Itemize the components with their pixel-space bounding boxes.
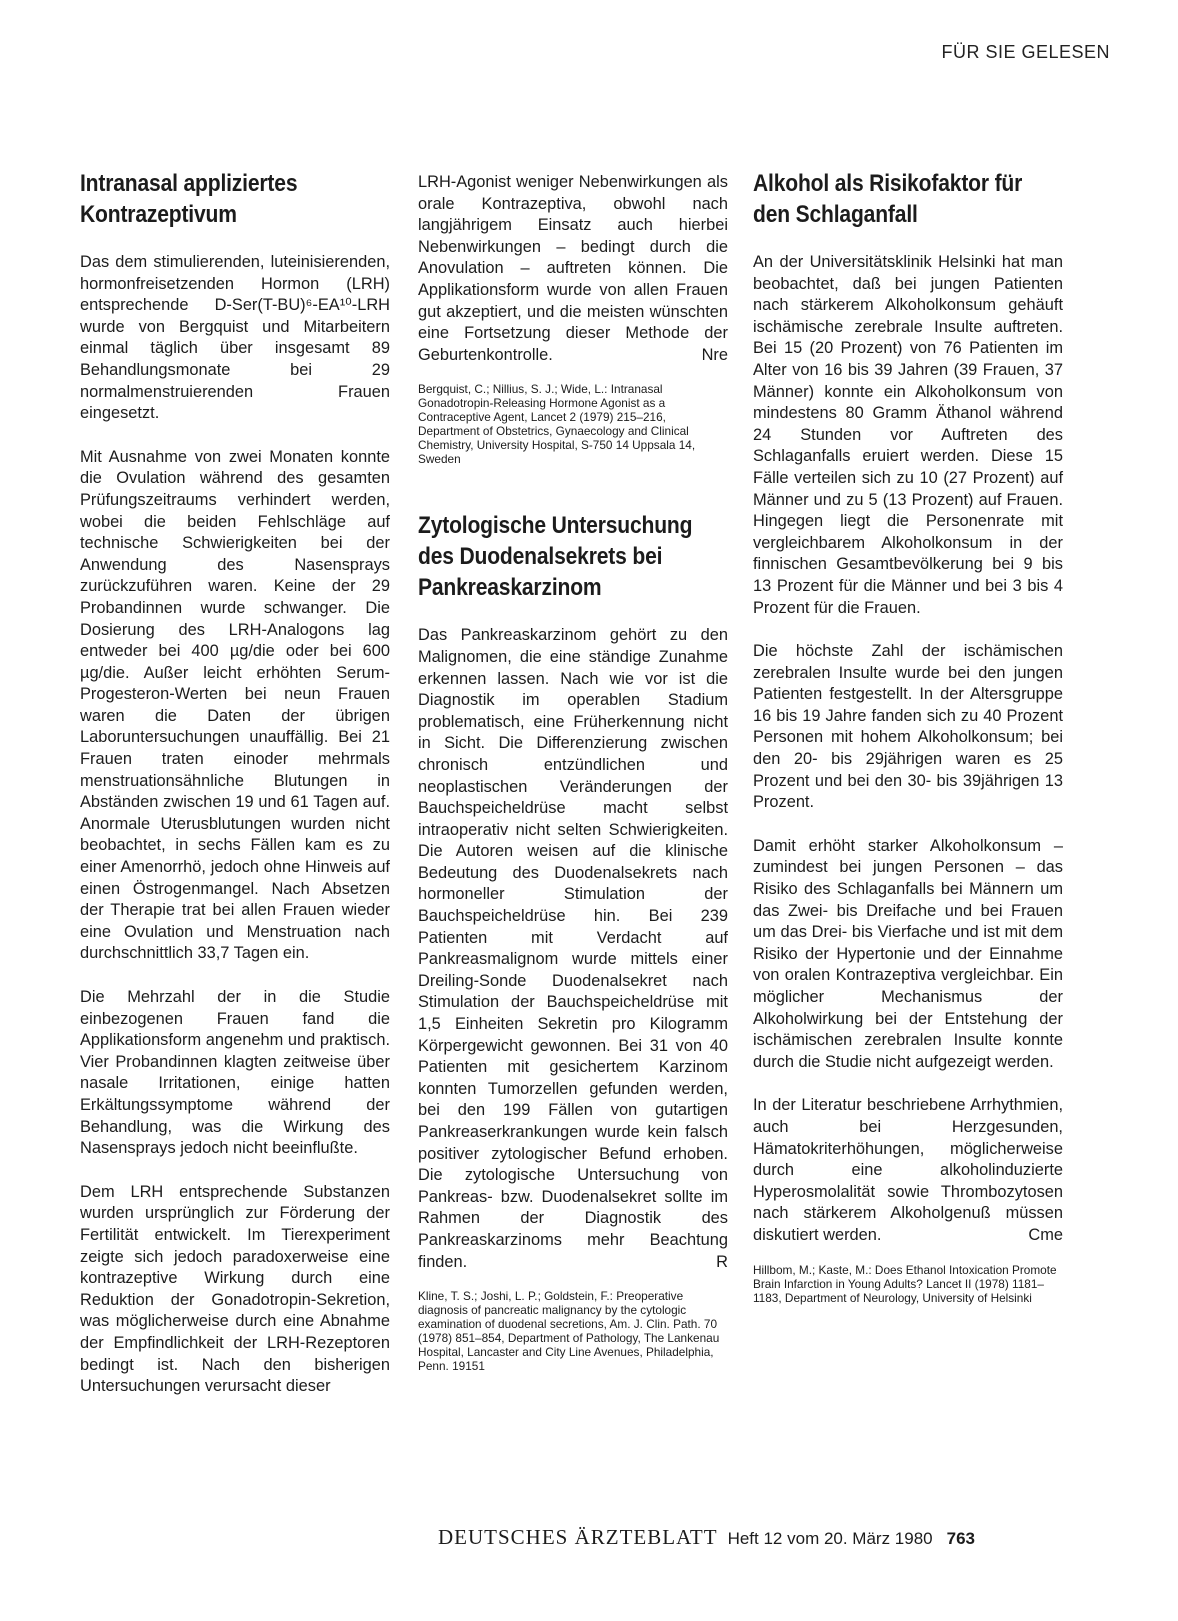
column-right [753, 168, 1063, 1349]
reference-citation: Hillbom, M.; Kaste, M.: Does Ethanol Intoxication Promote Brain Infarction in Young Adults? Lancet II (1978) 1181–1183, Department of Neurology, University of Helsinki [753, 1262, 1057, 1305]
page-number: 763 [946, 1529, 975, 1548]
article-paragraph: Das Pankreaskarzinom gehört zu den Malignomen, die eine ständige Zunahme erkennen lassen. Nach wie vor ist die Diagnostik im operablen Stadium problematisch, eine Früherkennung nicht in Sicht. Die Differenzierung zwischen chronisch entzündlichen und neoplastischen Veränderungen der Bauchspeicheldrüse macht selbst intraoperativ nicht selten Schwierigkeiten. Die Autoren weisen auf die klinische Bedeutung des Duodenalsekrets nach hormoneller Stimulation der Bauchspeicheldrüse hin. Bei 239 Patienten mit Verdacht auf Pankreasmalignom wurde mittels einer Dreiling-Sonde Duodenalsekret nach Stimulation der Bauchspeicheldrüse mit 1,5 Einheiten Sekretin pro Kilogramm Körpergewicht gewonnen. Bei 31 von 40 Patienten mit gesichertem Karzinom konnten Tumorzellen gefunden werden, bei den 199 Fällen von gutartigen Pankreaserkrankungen wurde kein falsch positiver zytologischer Befund erhoben. Die zytologische Untersuchung von Pankreas- bzw. Duodenalsekret sollte im Rahmen der Diagnostik des Pankreaskarzinoms mehr Beachtung finden. R [418, 625, 728, 1273]
article-paragraph: An der Universitätsklinik Helsinki hat man beobachtet, daß bei jungen Patienten nach stärkerem Alkoholkonsum gehäuft ischämische zerebrale Insulte auftreten. Bei 15 (20 Prozent) von 76 Patienten im Alter von 16 bis 39 Jahren (39 Frauen, 37 Männer) konnte ein Alkoholkonsum von mindestens 80 Gramm Äthanol während 24 Stunden vor Auftreten des Schlaganfalls eruiert werden. Diese 15 Fälle verteilen sich zu 10 (27 Prozent) auf Männer und zu 5 (13 Prozent) auf Frauen. Hingegen liegt die Personenrate mit vergleichbarem Alkoholkonsum in der finnischen Gesamtbevölkerung bei 9 bis 13 Prozent für die Männer und bei 3 bis 4 Prozent für die Frauen. [753, 253, 1063, 617]
issue-info: Heft 12 vom 20. März 1980 [727, 1529, 933, 1548]
page-footer [438, 1525, 975, 1550]
column-middle [418, 172, 728, 1417]
article-paragraph-continued: LRH-Agonist weniger Nebenwirkungen als orale Kontrazeptiva, obwohl nach langjährigem Einsatz auch hierbei Nebenwirkungen – bedingt durch die Anovulation – auftreten können. Die Applikationsform wurde von allen Frauen gut akzeptiert, und die meisten wünschten eine Fortsetzung dieser Methode der Geburtenkontrolle. Nre [418, 172, 728, 366]
article-paragraph: Mit Ausnahme von zwei Monaten konnte die Ovulation während des gesamten Prüfungszeitraums verhindert werden, wobei die beiden Fehlschläge auf technische Schwierigkeiten bei der Anwendung des Nasensprays zurückzuführen waren. Keine der 29 Probandinnen wurde schwanger. Die Dosierung des LRH-Analogons lag entweder bei 400 µg/die oder bei 600 µg/die. Außer leicht erhöhten Serum-Progesteron-Werten bei neun Frauen waren die Daten der übrigen Laboruntersuchungen unauffällig. Bei 21 Frauen traten einoder mehrmals menstruationsähnliche Blutungen in Abständen zwischen 19 und 61 Tagen auf. Anormale Uterusblutungen wurden nicht beobachtet, in sechs Fällen kam es zu einer Amenorrhö, jedoch ohne Hinweis auf einen Östrogenmangel. Nach Absetzen der Therapie trat bei allen Frauen wieder eine Ovulation und Menstruation nach durchschnittlich 33,7 Tagen ein. [80, 447, 390, 963]
journal-name: DEUTSCHES ÄRZTEBLATT [438, 1525, 718, 1549]
article-title-alcohol: Alkohol als Risikofaktor für den Schlaganfall [753, 170, 1023, 228]
article-title-contraceptive: Intranasal appliziertes Kontrazeptivum [80, 170, 298, 228]
article-paragraph: Die höchste Zahl der ischämischen zerebralen Insulte wurde bei den jungen Patienten festgestellt. In der Altersgruppe 16 bis 19 Jahre fanden sich zu 40 Prozent Personen mit hohem Alkoholkonsum; bei den 20- bis 29jährigen waren es 25 Prozent und bei den 30- bis 39jährigen 13 Prozent. [753, 642, 1063, 812]
article-title-cytology: Zytologische Untersuchung des Duodenalsekrets bei Pankreaskarzinom [418, 512, 693, 602]
column-left [80, 168, 390, 1420]
article-paragraph: Die Mehrzahl der in die Studie einbezogenen Frauen fand die Applikationsform angenehm und praktisch. Vier Probandinnen klagten zeitweise über nasale Irritationen, einige hatten Erkältungssymptome während der Behandlung, was die Wirkung des Nasensprays jedoch nicht beeinflußte. [80, 988, 390, 1158]
author-signature: R [716, 1252, 728, 1271]
section-header: FÜR SIE GELESEN [941, 42, 1110, 62]
reference-citation: Bergquist, C.; Nillius, S. J.; Wide, L.: Intranasal Gonadotropin-Releasing Hormone Agonist as a Contraceptive Agent, Lancet 2 (1979) 215–216, Department of Obstetrics, Gynaecology and Clinical Chemistry, University Hospital, S-750 14 Uppsala 14, Sweden [418, 382, 696, 467]
author-signature: Cme [1028, 1225, 1063, 1244]
article-paragraph: Das dem stimulierenden, luteinisierenden, hormonfreisetzenden Hormon (LRH) entsprechende D-Ser(T-BU)⁶-EA¹⁰-LRH wurde von Bergquist und Mitarbeitern einmal täglich über insgesamt 89 Behandlungsmonate bei 29 normalmenstruierenden Frauen eingesetzt. [80, 253, 390, 423]
reference-citation: Kline, T. S.; Joshi, L. P.; Goldstein, F.: Preoperative diagnosis of pancreatic malignancy by the cytologic examination of duodenal secretions, Am. J. Clin. Path. 70 (1978) 851–854, Department of Pathology, The Lankenau Hospital, Lancaster and City Line Avenues, Philadelphia, Penn. 19151 [418, 1289, 720, 1374]
article-paragraph: Damit erhöht starker Alkoholkonsum – zumindest bei jungen Personen – das Risiko des Schlaganfalls bei Männern um das Zwei- bis Dreifache und bei Frauen um das Drei- bis Vierfache und ist mit dem Risiko der Hypertonie und der Einnahme von oralen Kontrazeptiva vergleichbar. Ein möglicher Mechanismus der Alkoholwirkung bei der Entstehung der ischämischen zerebralen Insulte konnte durch die Studie nicht aufgezeigt werden. [753, 836, 1063, 1071]
author-signature: Nre [701, 345, 728, 364]
article-paragraph: In der Literatur beschriebene Arrhythmien, auch bei Herzgesunden, Hämatokriterhöhungen, möglicherweise durch eine alkoholinduzierte Hyperosmolalität sowie Thrombozytosen nach stärkerem Alkoholgenuß müssen diskutiert werden. Cme [753, 1095, 1063, 1246]
article-paragraph: Dem LRH entsprechende Substanzen wurden ursprünglich zur Förderung der Fertilität entwickelt. Im Tierexperiment zeigte sich jedoch paradoxerweise eine kontrazeptive Wirkung durch eine Reduktion der Gonadotropin-Sekretion, was möglicherweise durch eine Abnahme der Empfindlichkeit der LRH-Rezeptoren bedingt ist. Nach den bisherigen Untersuchungen verursacht dieser [80, 1182, 390, 1396]
